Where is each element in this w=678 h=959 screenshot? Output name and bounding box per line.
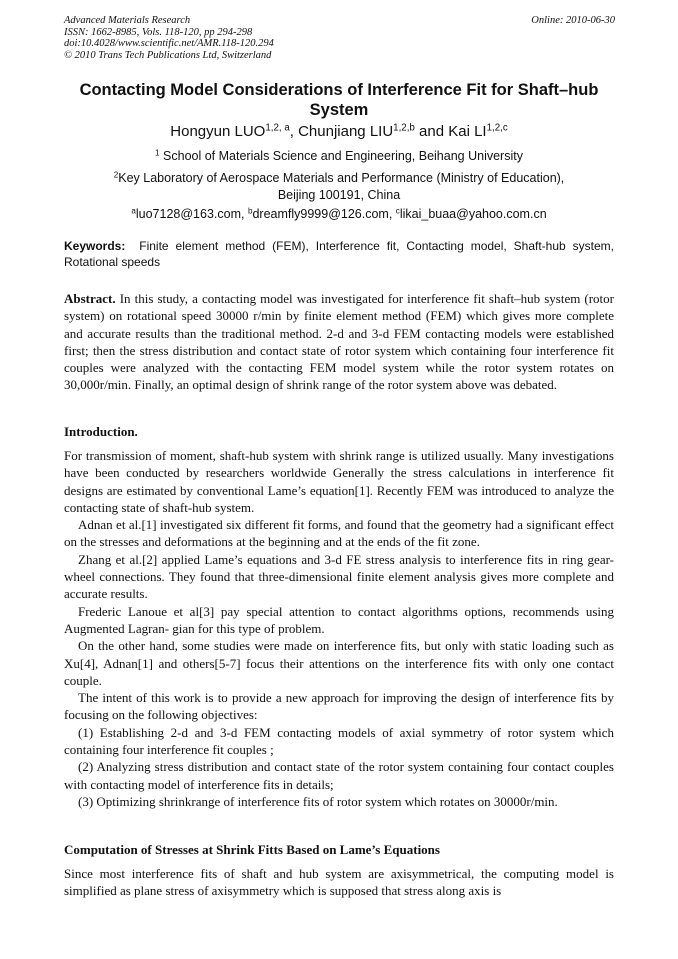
paragraph: For transmission of moment, shaft-hub system with shrink range is utilized usually. Many investigations have been conducted by researchers worldwide Generally the stress calculations in interference fit designs are estimated by conventional Lame’s equation[1]. Recently FEM was introduced to analyze the contacting state of shaft-hub system. xyxy=(64,448,614,515)
affiliation-text: Beijing 100191, China xyxy=(277,188,401,202)
author-name: Kai LI xyxy=(448,123,487,140)
author-name: Hongyun LUO xyxy=(170,123,266,140)
copyright-line: © 2010 Trans Tech Publications Ltd, Switzerland xyxy=(64,49,272,61)
keywords xyxy=(64,238,614,270)
online-date: Online: 2010-06-30 xyxy=(531,15,615,26)
affiliation-text: School of Materials Science and Engineering, Beihang University xyxy=(163,149,523,163)
affiliation-1 xyxy=(64,148,614,165)
author-emails: $^a$luo7128@163.com, $^b$dreamfly9999@126.com, $^c$likai_buaa@yahoo.com.cn xyxy=(131,206,547,221)
author-affiliation-mark: 1,2,b xyxy=(393,122,415,134)
affiliation-2 xyxy=(64,170,614,204)
paragraph: Zhang et al.[2] applied Lame’s equations and 3-d FE stress analysis to interference fits in ring gear-wheel connections. They found that three-dimensional finite element analysis gives more complete and accurate results. xyxy=(64,551,614,602)
author-list xyxy=(64,123,614,141)
journal-name: Advanced Materials Research xyxy=(64,15,191,26)
email-link[interactable]: likai_buaa@yahoo.com.cn xyxy=(399,207,547,221)
author-affiliation-mark: 1,2,c xyxy=(486,122,508,134)
paragraph: (2) Analyzing stress distribution and contact state of the rotor system containing four contact couples with contacting model of interference fits in details; xyxy=(64,759,614,792)
paragraph: On the other hand, some studies were made on interference fits, but only with static loading such as Xu[4], Adnan[1] and others[5-7] focus their attentions on the interference fits with only one contact couple. xyxy=(64,638,614,688)
affiliation-number: 1 xyxy=(155,148,160,158)
paragraph: Since most interference fits of shaft and hub system are axisymmetrical, the computing model is simplified as plane stress of axisymmetry which is supposed that stress along axis is xyxy=(64,866,614,899)
section-2-body xyxy=(64,865,614,900)
paragraph: (3) Optimizing shrinkrange of interference fits of rotor system which rotates on 30000r/min. xyxy=(78,793,558,809)
section-heading-introduction: Introduction. xyxy=(64,424,138,439)
email-link[interactable]: luo7128@163.com xyxy=(135,207,241,221)
paragraph: Adnan et al.[1] investigated six different fit forms, and found that the geometry had a significant effect on the stresses and deformations at the beginning and at the ends of the fit zone. xyxy=(64,517,614,550)
introduction-body xyxy=(64,447,614,810)
keywords-text: Finite element method (FEM), Interference fit, Contacting model, Shaft-hub system, Rotational speeds xyxy=(64,239,614,269)
issn-line: ISSN: 1662-8985, Vols. 118-120, pp 294-298 xyxy=(64,26,253,38)
paragraph: Frederic Lanoue et al[3] pay special attention to contact algorithms options, recommends using Augmented Lagran- gian for this type of problem. xyxy=(64,603,614,636)
author-affiliation-mark: 1,2, a xyxy=(265,122,290,134)
abstract-label: Abstract. xyxy=(64,291,116,306)
abstract-text: In this study, a contacting model was investigated for interference fit shaft–hub system (rotor system) on rotational speed 30000 r/min by finite element method (FEM) which gives more complete and accurate results than the traditional method. 2-d and 3-d FEM contacting models were established first; then the stress distribution and contact state of rotor system which containing four interference fit couples were analyzed with the contacting FEM model system while the rotor system rotates on 30,000r/min. Finally, an optimal design of shrink range of the rotor system above was debated. xyxy=(64,291,615,393)
author-separator: , xyxy=(289,123,299,140)
journal-header xyxy=(64,15,274,61)
paragraph: (1) Establishing 2-d and 3-d FEM contacting models of axial symmetry of rotor system which containing four interference fit couples ; xyxy=(64,724,614,758)
author-separator: and xyxy=(414,123,449,140)
affiliation-text: Key Laboratory of Aerospace Materials and Performance (Ministry of Education), xyxy=(118,171,565,185)
abstract xyxy=(64,290,614,394)
paragraph: The intent of this work is to provide a new approach for improving the design of interference fits by focusing on the following objectives: xyxy=(64,690,614,723)
keywords-label: Keywords: xyxy=(64,239,126,253)
email-link[interactable]: dreamfly9999@126.com xyxy=(252,207,389,221)
paper-title: Contacting Model Considerations of Interference Fit for Shaft–hub System xyxy=(79,81,599,119)
section-heading-lame: Computation of Stresses at Shrink Fitts Based on Lame’s Equations xyxy=(64,842,440,857)
affiliation-number: 2 xyxy=(113,170,119,180)
doi-line: doi:10.4028/www.scientific.net/AMR.118-120.294 xyxy=(64,38,274,49)
author-name: Chunjiang LIU xyxy=(298,123,394,140)
